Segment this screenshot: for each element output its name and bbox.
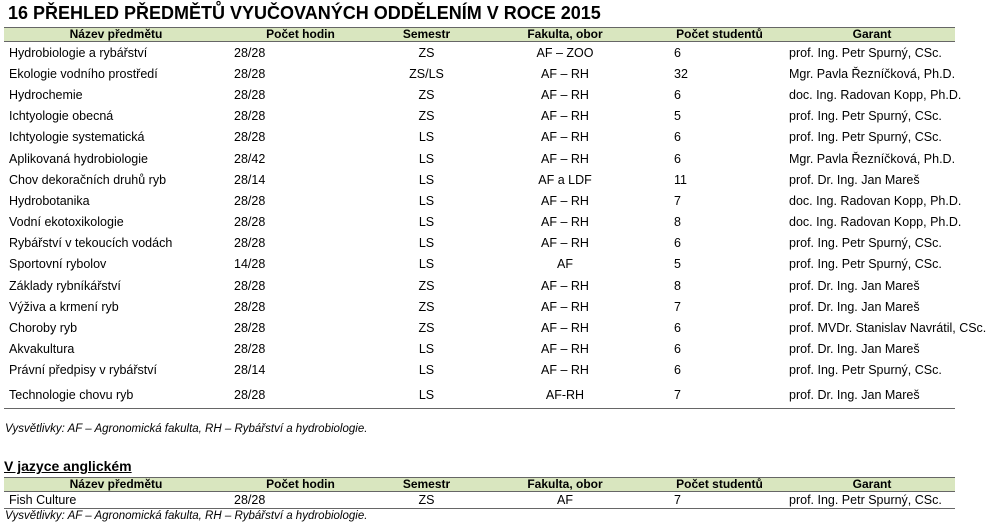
table-cell: 28/28 xyxy=(234,66,266,81)
table-cell: AF xyxy=(480,492,650,509)
table-cell: ZS xyxy=(418,87,435,102)
table-cell: 28/28 xyxy=(234,387,266,402)
table-cell: 5 xyxy=(674,257,681,272)
column-header: Počet studentů xyxy=(650,28,789,42)
table-row xyxy=(4,296,955,317)
table-cell: 28/28 xyxy=(234,193,266,208)
table-cell: 28/28 xyxy=(234,236,266,251)
table-cell: 6 xyxy=(674,130,681,145)
table-cell: Ichtyologie systematická xyxy=(9,130,145,145)
table-cell: prof. Ing. Petr Spurný, CSc. xyxy=(789,363,942,378)
table-row xyxy=(4,254,955,275)
table-cell: AF – RH xyxy=(541,342,589,357)
table-cell: AF – RH xyxy=(541,193,589,208)
column-header: Fakulta, obor xyxy=(480,478,650,492)
table-cell: prof. Dr. Ing. Jan Mareš xyxy=(789,387,920,402)
table-cell: AF – RH xyxy=(541,321,589,336)
table-cell: 28/28 xyxy=(234,45,266,60)
table-cell: Mgr. Pavla Řezníčková, Ph.D. xyxy=(789,66,956,81)
column-header: Semestr xyxy=(373,28,480,42)
table-cell: Rybářství v tekoucích vodách xyxy=(9,236,173,251)
table-cell: LS xyxy=(418,172,435,187)
table-cell: AF – RH xyxy=(541,299,589,314)
table-cell: prof. Dr. Ing. Jan Mareš xyxy=(789,172,920,187)
table-cell: 28/28 xyxy=(234,215,266,230)
table-cell: 28/28 xyxy=(228,492,373,509)
table-cell: AF – RH xyxy=(541,66,589,81)
table-cell: 6 xyxy=(674,236,681,251)
table-cell: prof. Ing. Petr Spurný, CSc. xyxy=(789,45,942,60)
table-cell: ZS/LS xyxy=(409,66,444,81)
table-row xyxy=(4,339,955,360)
table-cell: Fish Culture xyxy=(4,492,228,509)
table-cell: 6 xyxy=(674,87,681,102)
table-cell: AF-RH xyxy=(545,387,585,402)
table-cell: 6 xyxy=(674,342,681,357)
column-header: Počet hodin xyxy=(228,28,373,42)
table-cell: ZS xyxy=(418,299,435,314)
table-cell: AF – RH xyxy=(541,151,589,166)
table-cell: prof. Ing. Petr Spurný, CSc. xyxy=(789,236,942,251)
table-cell: LS xyxy=(418,215,435,230)
table-cell: 28/28 xyxy=(234,278,266,293)
table-cell: 28/28 xyxy=(234,321,266,336)
table-cell: LS xyxy=(418,236,435,251)
table-cell: Chov dekoračních druhů ryb xyxy=(9,172,167,187)
table-cell: LS xyxy=(418,151,435,166)
table-cell: Výživa a krmení ryb xyxy=(9,299,119,314)
section-heading-english: V jazyce anglickém xyxy=(4,458,132,474)
table-cell: prof. Dr. Ing. Jan Mareš xyxy=(789,342,920,357)
table-cell: LS xyxy=(418,257,435,272)
table-cell: doc. Ing. Radovan Kopp, Ph.D. xyxy=(789,193,962,208)
table-cell: LS xyxy=(418,342,435,357)
table-row xyxy=(4,106,955,127)
table-cell: 7 xyxy=(650,492,789,509)
table-cell: 28/14 xyxy=(234,363,266,378)
table-cell: Aplikovaná hydrobiologie xyxy=(9,151,148,166)
table-row xyxy=(4,63,955,84)
table-cell: 11 xyxy=(674,172,687,187)
table-cell: AF – RH xyxy=(541,278,589,293)
table-cell: AF – ZOO xyxy=(536,45,594,60)
table-cell: 5 xyxy=(674,109,681,124)
column-header: Název předmětu xyxy=(4,28,228,42)
table-header-row xyxy=(4,478,955,492)
table-cell: prof. Ing. Petr Spurný, CSc. xyxy=(789,109,942,124)
page-title: 16 PŘEHLED PŘEDMĚTŮ VYUČOVANÝCH ODDĚLENÍM V ROCE 2015 xyxy=(8,3,601,23)
table-cell: 28/28 xyxy=(234,342,266,357)
table-cell: Vodní ekotoxikologie xyxy=(9,215,124,230)
table-cell: 28/28 xyxy=(234,299,266,314)
table-cell: Základy rybníkářství xyxy=(9,278,121,293)
table-cell: Technologie chovu ryb xyxy=(9,387,134,402)
table-cell: AF – RH xyxy=(541,363,589,378)
table-cell: 7 xyxy=(674,193,681,208)
table-header-row xyxy=(4,28,955,42)
table-row xyxy=(4,84,955,105)
table-cell: ZS xyxy=(418,45,435,60)
table-cell: 6 xyxy=(674,363,681,378)
table-cell: Právní předpisy v rybářství xyxy=(9,363,157,378)
table-cell: AF a LDF xyxy=(538,172,592,187)
table-cell: doc. Ing. Radovan Kopp, Ph.D. xyxy=(789,87,962,102)
table-cell: prof. Dr. Ing. Jan Mareš xyxy=(789,278,920,293)
table-cell: doc. Ing. Radovan Kopp, Ph.D. xyxy=(789,215,962,230)
column-header: Fakulta, obor xyxy=(480,28,650,42)
table-row xyxy=(4,381,955,409)
table-cell: prof. MVDr. Stanislav Navrátil, CSc. xyxy=(789,321,986,336)
table-cell: LS xyxy=(418,130,435,145)
column-header: Garant xyxy=(789,478,955,492)
table-cell: 28/28 xyxy=(234,109,266,124)
table-cell: LS xyxy=(418,193,435,208)
table-cell: ZS xyxy=(418,109,435,124)
table-cell: ZS xyxy=(418,278,435,293)
table-cell: Hydrobotanika xyxy=(9,193,90,208)
table-cell: 28/42 xyxy=(234,151,266,166)
table-cell: prof. Ing. Petr Spurný, CSc. xyxy=(789,492,955,509)
table-cell: 8 xyxy=(674,278,681,293)
table-cell: prof. Ing. Petr Spurný, CSc. xyxy=(789,130,942,145)
table-cell: AF – RH xyxy=(541,109,589,124)
courses-table xyxy=(4,27,986,409)
legend-note: Vysvětlivky: AF – Agronomická fakulta, RH – Rybářství a hydrobiologie. xyxy=(5,423,368,435)
table-row xyxy=(4,212,955,233)
table-cell: 7 xyxy=(674,299,681,314)
table-cell: AF – RH xyxy=(541,215,589,230)
table-cell: Hydrobiologie a rybářství xyxy=(9,45,148,60)
english-courses-table xyxy=(4,477,955,509)
table-row xyxy=(4,148,955,169)
column-header: Počet hodin xyxy=(228,478,373,492)
table-row xyxy=(4,190,955,211)
table-cell: AF xyxy=(557,257,573,272)
table-cell: 28/28 xyxy=(234,87,266,102)
table-row xyxy=(4,317,955,338)
table-cell: prof. Ing. Petr Spurný, CSc. xyxy=(789,257,942,272)
column-header: Název předmětu xyxy=(4,478,228,492)
column-header: Garant xyxy=(789,28,955,42)
legend-note-english: Vysvětlivky: AF – Agronomická fakulta, RH – Rybářství a hydrobiologie. xyxy=(5,510,368,522)
table-cell: AF – RH xyxy=(541,130,589,145)
table-cell: LS xyxy=(418,363,435,378)
table-row xyxy=(4,233,955,254)
table-row xyxy=(4,127,955,148)
table-cell: 32 xyxy=(674,66,688,81)
table-row xyxy=(4,275,955,296)
table-cell: ZS xyxy=(418,321,435,336)
table-cell: Sportovní rybolov xyxy=(9,257,107,272)
table-cell: Ichtyologie obecná xyxy=(9,109,114,124)
table-cell: 8 xyxy=(674,215,681,230)
table-cell: 6 xyxy=(674,45,681,60)
table-row xyxy=(4,42,955,64)
table-cell: Mgr. Pavla Řezníčková, Ph.D. xyxy=(789,151,956,166)
table-cell: 6 xyxy=(674,321,681,336)
table-cell: 14/28 xyxy=(234,257,266,272)
table-row xyxy=(4,492,955,509)
table-row xyxy=(4,169,955,190)
column-header: Počet studentů xyxy=(650,478,789,492)
table-cell: 6 xyxy=(674,151,681,166)
table-row xyxy=(4,360,955,381)
table-cell: AF – RH xyxy=(541,236,589,251)
table-cell: Choroby ryb xyxy=(9,321,78,336)
table-cell: AF – RH xyxy=(541,87,589,102)
table-cell: 7 xyxy=(674,387,681,402)
table-cell: prof. Dr. Ing. Jan Mareš xyxy=(789,299,920,314)
column-header: Semestr xyxy=(373,478,480,492)
table-cell: 28/14 xyxy=(234,172,266,187)
table-cell: LS xyxy=(418,387,435,402)
table-cell: Akvakultura xyxy=(9,342,75,357)
table-cell: Ekologie vodního prostředí xyxy=(9,66,158,81)
table-cell: ZS xyxy=(373,492,480,509)
table-cell: 28/28 xyxy=(234,130,266,145)
table-cell: Hydrochemie xyxy=(9,87,83,102)
